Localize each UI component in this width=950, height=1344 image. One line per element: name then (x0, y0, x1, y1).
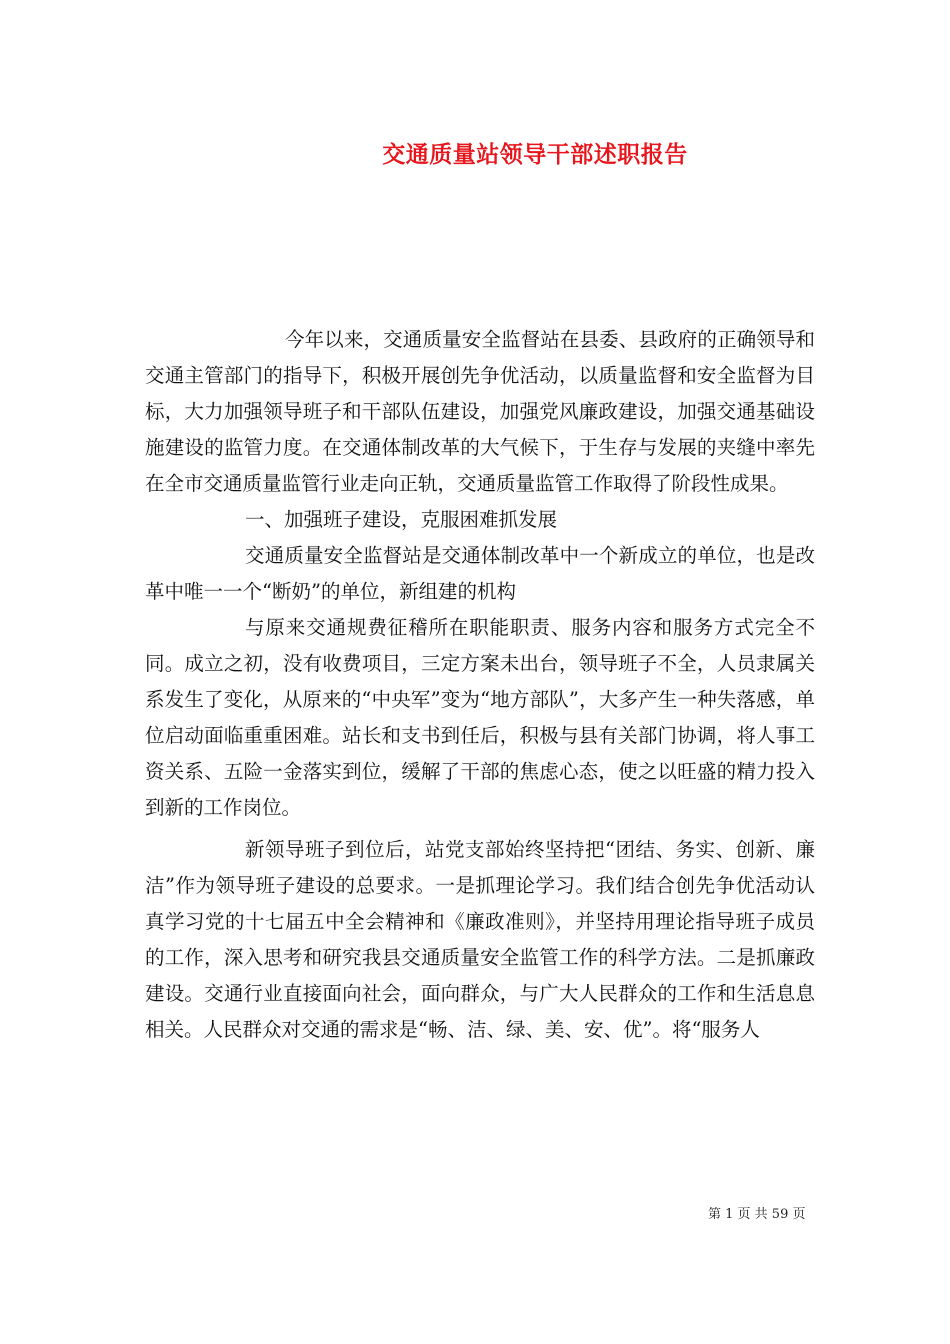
paragraph-2: 交通质量安全监督站是交通体制改革中一个新成立的单位，也是改革中唯一一个“断奶”的单位，新组建的机构 (145, 544, 815, 603)
paragraph-4: 新领导班子到位后，站党支部始终坚持把“团结、务实、创新、廉洁”作为领导班子建设的总要求。一是抓理论学习。我们结合创先争优活动认真学习党的十七届五中全会精神和《廉政准则》，并坚持用理论指导班子成员的工作，深入思考和研究我县交通质量安全监管工作的科学方法。二是抓廉政建设。交通行业直接面向社会，面向群众，与广大人民群众的工作和生活息息相关。人民群众对交通的需求是“畅、洁、绿、美、安、优”。将“服务人 (145, 838, 815, 1041)
document-title: 交通质量站领导干部述职报告 (382, 141, 688, 168)
document-body (145, 322, 815, 1048)
section-heading-1: 一、加强班子建设，克服困难抓发展 (245, 508, 558, 531)
page-number-footer: 第 1 页 共 59 页 (708, 1207, 806, 1222)
paragraph-3: 与原来交通规费征稽所在职能职责、服务内容和服务方式完全不同。成立之初，没有收费项目，三定方案未出台，领导班子不全，人员隶属关系发生了变化，从原来的“中央军”变为“地方部队”，大多产生一种失落感，单位启动面临重重困难。站长和支书到任后，积极与县有关部门协调，将人事工资关系、五险一金落实到位，缓解了干部的焦虑心态，使之以旺盛的精力投入到新的工作岗位。 (145, 616, 815, 819)
paragraph-intro: 今年以来，交通质量安全监督站在县委、县政府的正确领导和交通主管部门的指导下，积极开展创先争优活动，以质量监督和安全监督为目标，大力加强领导班子和干部队伍建设，加强党风廉政建设，加强交通基础设施建设的监管力度。在交通体制改革的大气候下，于生存与发展的夹缝中率先在全市交通质量监管行业走向正轨，交通质量监管工作取得了阶段性成果。 (145, 328, 815, 495)
